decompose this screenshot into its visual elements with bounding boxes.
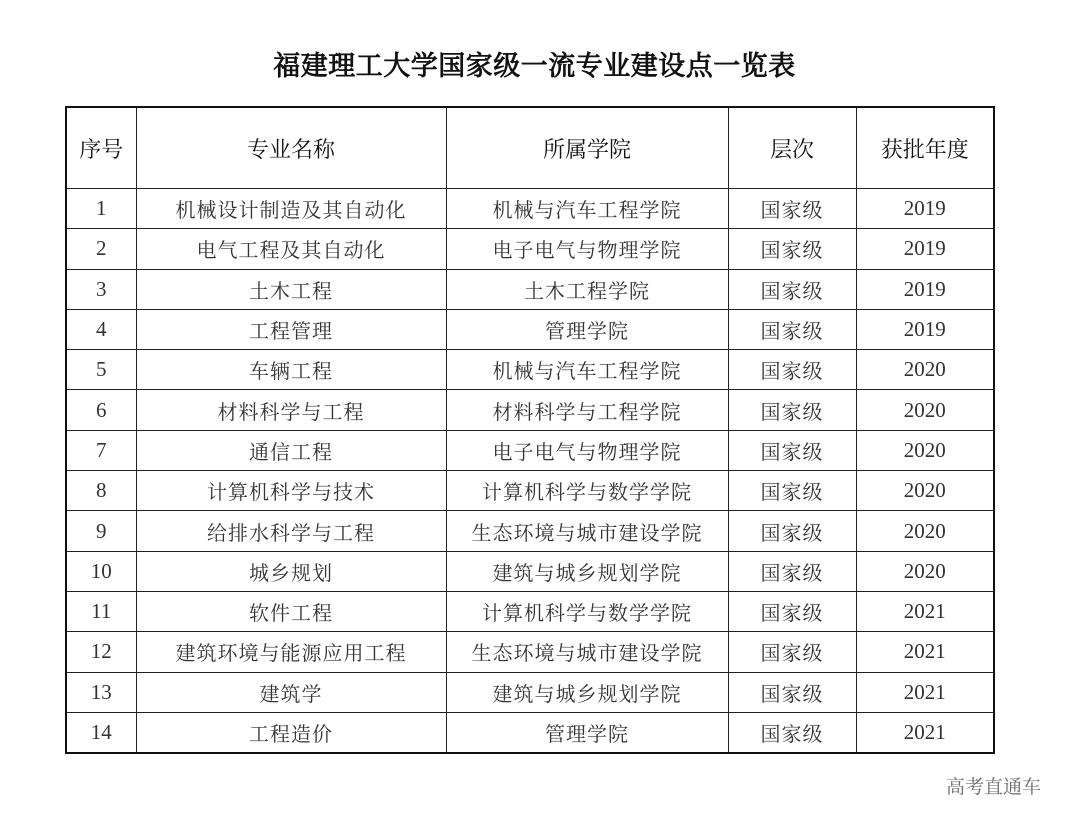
- cell-year: 2019: [856, 309, 994, 349]
- header-no: 序号: [66, 107, 136, 189]
- cell-college: 机械与汽车工程学院: [446, 189, 728, 229]
- cell-major: 土木工程: [136, 269, 446, 309]
- header-level: 层次: [728, 107, 856, 189]
- cell-major: 通信工程: [136, 430, 446, 470]
- cell-major: 计算机科学与技术: [136, 471, 446, 511]
- cell-level: 国家级: [728, 511, 856, 551]
- cell-major: 车辆工程: [136, 350, 446, 390]
- cell-year: 2020: [856, 471, 994, 511]
- cell-no: 9: [66, 511, 136, 551]
- cell-level: 国家级: [728, 269, 856, 309]
- cell-no: 14: [66, 712, 136, 753]
- cell-college: 建筑与城乡规划学院: [446, 551, 728, 591]
- cell-year: 2020: [856, 551, 994, 591]
- cell-level: 国家级: [728, 471, 856, 511]
- cell-year: 2021: [856, 632, 994, 672]
- cell-year: 2019: [856, 189, 994, 229]
- cell-no: 11: [66, 591, 136, 631]
- cell-college: 管理学院: [446, 712, 728, 753]
- table-row: [66, 511, 994, 551]
- cell-major: 工程造价: [136, 712, 446, 753]
- cell-year: 2019: [856, 269, 994, 309]
- page-title: 福建理工大学国家级一流专业建设点一览表: [273, 51, 796, 82]
- cell-year: 2021: [856, 591, 994, 631]
- header-year: 获批年度: [856, 107, 994, 189]
- cell-major: 机械设计制造及其自动化: [136, 189, 446, 229]
- cell-no: 13: [66, 672, 136, 712]
- majors-table: [65, 106, 995, 754]
- header-college: 所属学院: [446, 107, 728, 189]
- cell-college: 建筑与城乡规划学院: [446, 672, 728, 712]
- cell-level: 国家级: [728, 591, 856, 631]
- cell-no: 2: [66, 229, 136, 269]
- table-row: [66, 632, 994, 672]
- cell-no: 1: [66, 189, 136, 229]
- table-row: [66, 269, 994, 309]
- table-row: [66, 430, 994, 470]
- cell-no: 12: [66, 632, 136, 672]
- table-row: [66, 390, 994, 430]
- cell-level: 国家级: [728, 430, 856, 470]
- table-row: [66, 712, 994, 753]
- cell-level: 国家级: [728, 672, 856, 712]
- cell-no: 7: [66, 430, 136, 470]
- cell-no: 4: [66, 309, 136, 349]
- cell-year: 2021: [856, 672, 994, 712]
- cell-college: 计算机科学与数学学院: [446, 591, 728, 631]
- cell-level: 国家级: [728, 390, 856, 430]
- cell-college: 材料科学与工程学院: [446, 390, 728, 430]
- cell-major: 软件工程: [136, 591, 446, 631]
- cell-major: 电气工程及其自动化: [136, 229, 446, 269]
- cell-level: 国家级: [728, 632, 856, 672]
- cell-level: 国家级: [728, 551, 856, 591]
- table-row: [66, 189, 994, 229]
- header-major: 专业名称: [136, 107, 446, 189]
- table-row: [66, 229, 994, 269]
- cell-major: 建筑环境与能源应用工程: [136, 632, 446, 672]
- cell-level: 国家级: [728, 350, 856, 390]
- cell-year: 2020: [856, 350, 994, 390]
- watermark: 高考直通车: [945, 776, 1041, 798]
- cell-year: 2021: [856, 712, 994, 753]
- cell-major: 工程管理: [136, 309, 446, 349]
- cell-level: 国家级: [728, 309, 856, 349]
- cell-no: 8: [66, 471, 136, 511]
- cell-year: 2020: [856, 390, 994, 430]
- cell-year: 2020: [856, 430, 994, 470]
- table-header-row: [66, 107, 994, 189]
- cell-level: 国家级: [728, 712, 856, 753]
- cell-major: 材料科学与工程: [136, 390, 446, 430]
- cell-college: 机械与汽车工程学院: [446, 350, 728, 390]
- cell-college: 电子电气与物理学院: [446, 229, 728, 269]
- cell-major: 给排水科学与工程: [136, 511, 446, 551]
- cell-college: 土木工程学院: [446, 269, 728, 309]
- table-row: [66, 591, 994, 631]
- cell-college: 生态环境与城市建设学院: [446, 632, 728, 672]
- cell-level: 国家级: [728, 229, 856, 269]
- cell-year: 2020: [856, 511, 994, 551]
- cell-college: 管理学院: [446, 309, 728, 349]
- cell-no: 5: [66, 350, 136, 390]
- cell-college: 生态环境与城市建设学院: [446, 511, 728, 551]
- cell-college: 电子电气与物理学院: [446, 430, 728, 470]
- cell-no: 10: [66, 551, 136, 591]
- table-row: [66, 672, 994, 712]
- cell-no: 6: [66, 390, 136, 430]
- cell-no: 3: [66, 269, 136, 309]
- cell-major: 城乡规划: [136, 551, 446, 591]
- cell-year: 2019: [856, 229, 994, 269]
- table-row: [66, 551, 994, 591]
- cell-major: 建筑学: [136, 672, 446, 712]
- table-row: [66, 350, 994, 390]
- cell-college: 计算机科学与数学学院: [446, 471, 728, 511]
- table-row: [66, 309, 994, 349]
- cell-level: 国家级: [728, 189, 856, 229]
- table-row: [66, 471, 994, 511]
